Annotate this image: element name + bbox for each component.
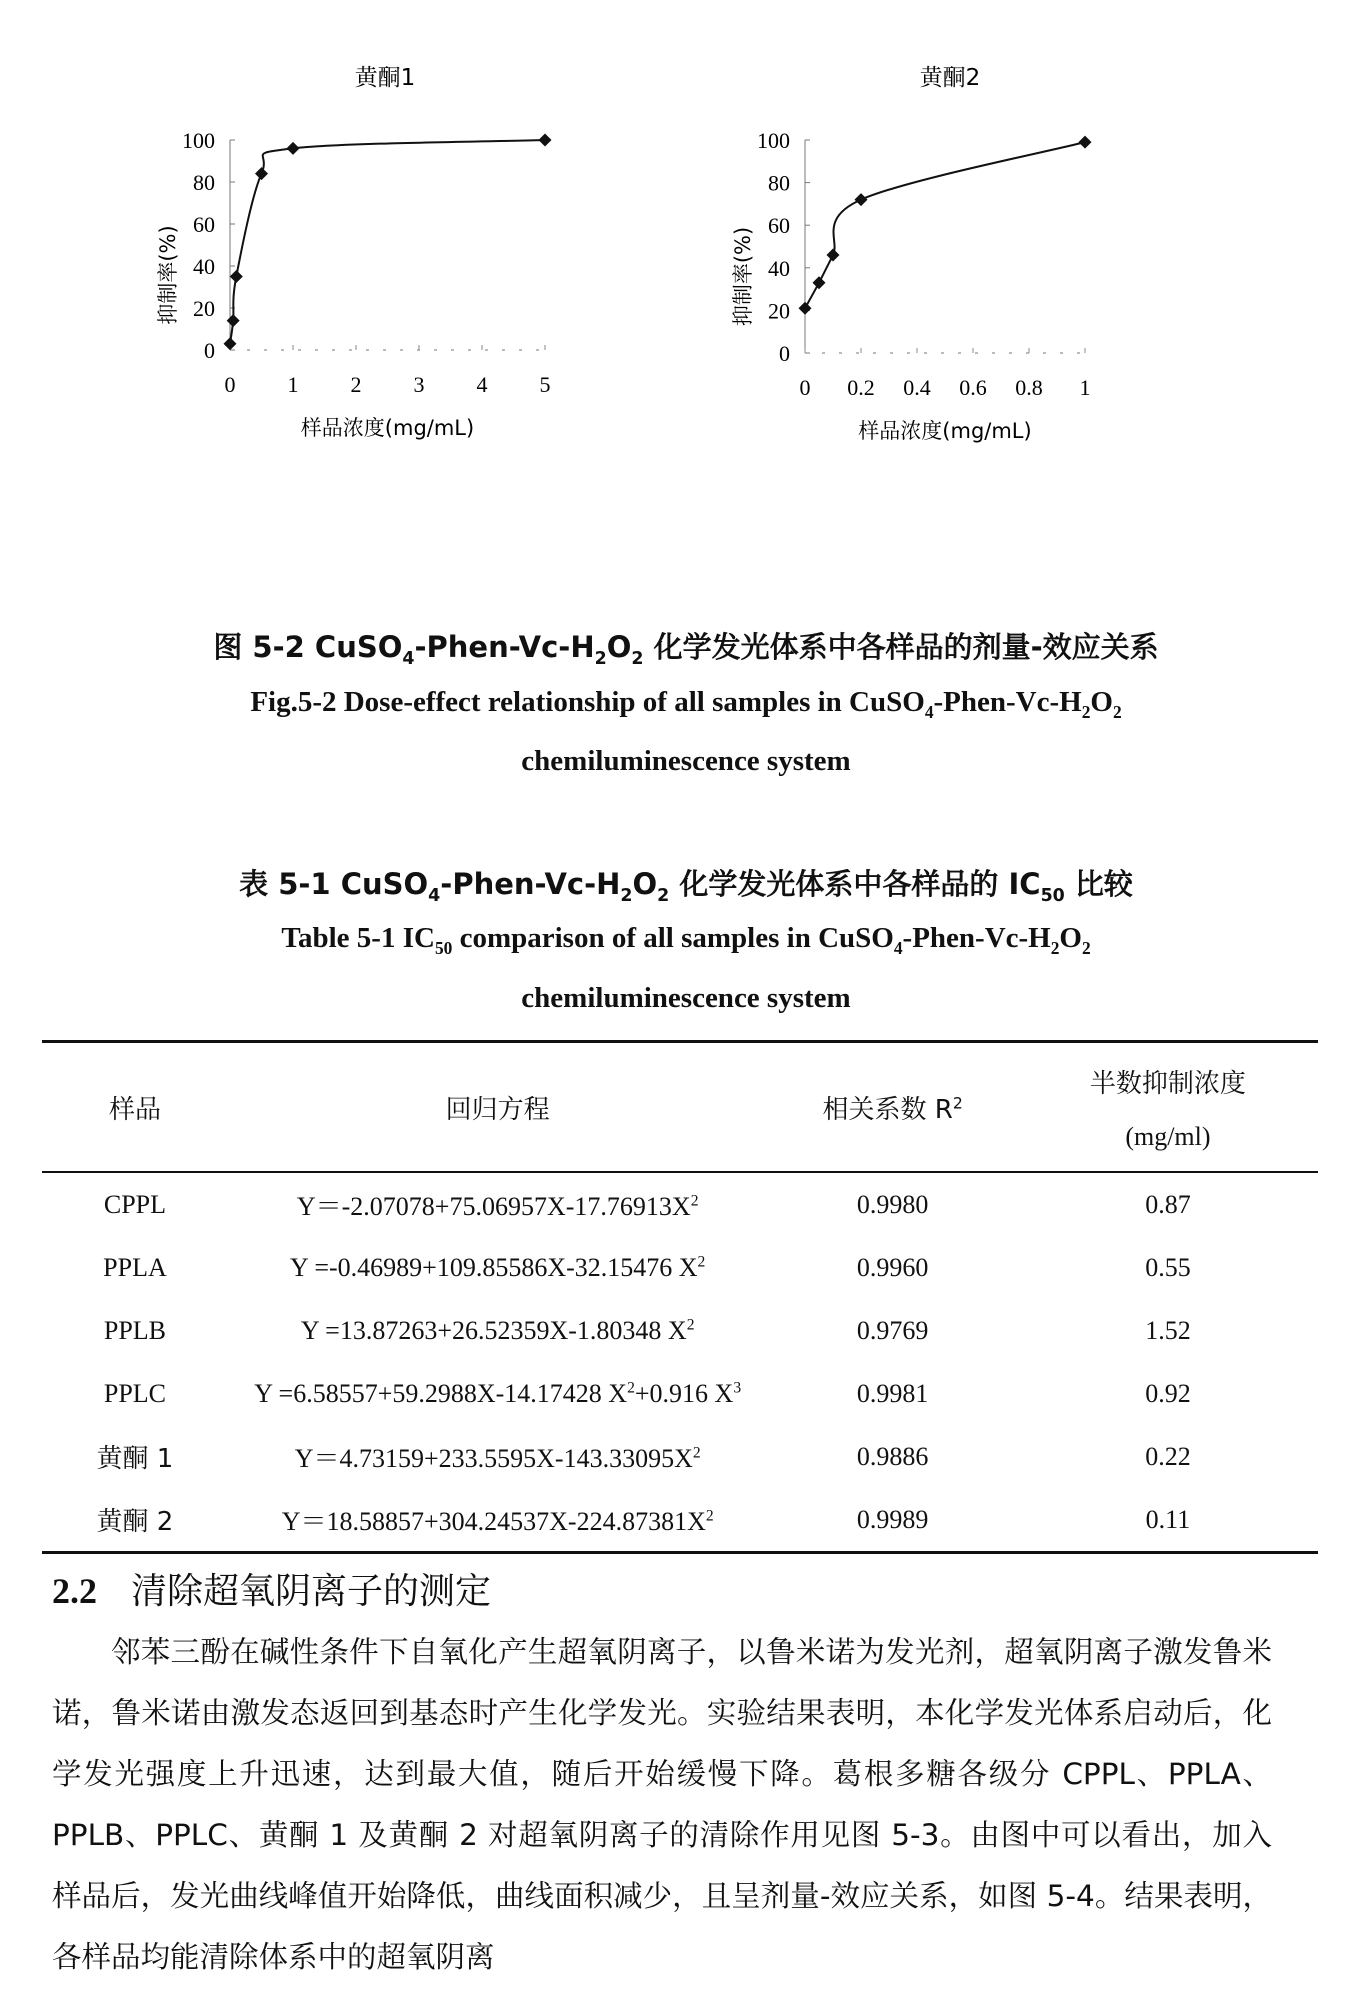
header-r2: 相关系数 $R^2$: [767, 1042, 1017, 1173]
data-point: [224, 337, 237, 350]
x-tick-label: 5: [539, 372, 551, 397]
x-tick-label: 0.6: [959, 375, 987, 400]
cell-r2: 0.9989: [767, 1488, 1017, 1553]
cell-sample: 黄酮 1: [96, 1444, 174, 1474]
data-point: [813, 276, 826, 289]
chart-title: 黄酮1: [354, 65, 416, 91]
chart-title: 黄酮2: [919, 65, 981, 91]
x-tick-label: 0.4: [903, 375, 931, 400]
section-number: 2.2: [52, 1571, 97, 1611]
chart-flavone-2-svg: [690, 65, 1250, 570]
header-ic50-line1: 半数抑制浓度: [1089, 1068, 1246, 1099]
cell-r2: 0.9981: [856, 1378, 929, 1408]
data-point: [855, 193, 868, 206]
table-row: [42, 1425, 1318, 1488]
y-tick-label: 0: [779, 341, 790, 366]
x-tick-label: 4: [476, 372, 488, 397]
data-point: [539, 134, 552, 147]
y-tick-label: 80: [193, 170, 215, 195]
series-line: [230, 140, 545, 344]
table-row: [42, 1488, 1318, 1553]
cell-ic50: 0.92: [1145, 1378, 1191, 1408]
x-tick-label: 3: [413, 372, 425, 397]
cell-ic50: 0.11: [1018, 1488, 1318, 1553]
header-ic50-line2: (mg/ml): [1125, 1121, 1211, 1151]
data-point: [827, 249, 840, 262]
cell-sample: PPLB: [103, 1315, 167, 1345]
table-caption-en-line2: chemiluminescence system: [521, 982, 851, 1014]
table-row: [42, 1236, 1318, 1299]
cell-equation: Y =6.58557+59.2988X-14.17428 $X^2+0.916$ $X^3$: [254, 1378, 742, 1408]
table-caption-cn: 表 5-1 $CuSO_4-Phen-Vc-H_2O_2$ 化学发光体系中各样品的 $IC_{50}$ 比较: [239, 867, 1133, 906]
cell-equation: Y =-0.46989+109.85586X-32.15476 $X^2$: [290, 1252, 706, 1282]
x-axis-label: 样品浓度(mg/mL): [300, 416, 475, 440]
series-line: [805, 142, 1085, 308]
table-header-row: [42, 1042, 1318, 1173]
section-title: 清除超氧阴离子的测定: [131, 1571, 492, 1612]
cell-ic50: 1.52: [1145, 1315, 1191, 1345]
cell-ic50: 0.22: [1145, 1441, 1191, 1471]
y-axis-label: 抑制率(%): [156, 225, 180, 325]
y-tick-label: 40: [193, 254, 215, 279]
chart-flavone-2: [690, 65, 1250, 570]
data-point: [799, 302, 812, 315]
data-point: [227, 314, 240, 327]
cell-sample: 黄酮 2: [42, 1488, 228, 1553]
body-paragraph: 邻苯三酚在碱性条件下自氧化产生超氧阴离子，以鲁米诺为发光剂，超氧阴离子激发鲁米诺，鲁米诺由激发态返回到基态时产生化学发光。实验结果表明，本化学发光体系启动后，化学发光强度上升迅速，达到最大值，随后开始缓慢下降。葛根多糖各级分 CPPL、PPLA、PPLB、PPLC、黄酮 1 及黄酮 2 对超氧阴离子的清除作用见图 5-3。由图中可以看出，加入样品后，发光曲线峰值开始降低，曲线面积减少，且呈剂量-效应关系，如图 5-4。结果表明，各样品均能清除体系中的超氧阴离: [52, 1635, 1272, 1974]
x-tick-label: 0: [799, 375, 811, 400]
x-axis-label: 样品浓度(mg/mL): [858, 419, 1032, 443]
y-tick-label: 20: [193, 296, 215, 321]
y-tick-label: 60: [768, 213, 790, 239]
ic50-table: [42, 1040, 1318, 1554]
cell-r2: 0.9886: [856, 1441, 929, 1471]
y-tick-label: 100: [757, 128, 790, 153]
table-row: [42, 1362, 1318, 1425]
header-equation: 回归方程: [228, 1042, 768, 1173]
cell-r2: 0.9980: [856, 1189, 929, 1219]
data-point: [287, 142, 300, 155]
cell-ic50: 0.87: [1145, 1189, 1191, 1219]
y-axis-label: 抑制率(%): [731, 226, 755, 327]
table-row: [42, 1299, 1318, 1362]
cell-sample: PPLC: [103, 1378, 167, 1408]
cell-ic50: 0.55: [1145, 1252, 1191, 1282]
figure-caption-en: Fig.5-2 Dose-effect relationship of all samples in $CuSO_4-Phen-Vc-H_2O_2$: [250, 686, 1122, 722]
data-point: [1079, 136, 1092, 149]
cell-sample: PPLA: [103, 1252, 167, 1282]
x-tick-label: 2: [350, 372, 362, 397]
section-heading: [52, 1563, 491, 1614]
x-tick-label: 0.2: [847, 375, 875, 400]
cell-r2: 0.9769: [856, 1315, 929, 1345]
cell-equation: $Y=4.73159+233.5595X-143.33095X^2$: [294, 1444, 701, 1473]
header-ic50: [1018, 1042, 1318, 1173]
y-tick-label: 80: [768, 170, 790, 196]
y-tick-label: 20: [768, 298, 790, 324]
chart-flavone-1: [110, 65, 670, 570]
cell-equation: $Y=18.58857+304.24537X-224.87381X^2$: [228, 1488, 768, 1553]
header-sample: 样品: [42, 1042, 228, 1173]
x-tick-label: 1: [1079, 375, 1091, 400]
chart-flavone-1-svg: [110, 65, 670, 570]
y-tick-label: 0: [204, 338, 215, 363]
cell-sample: CPPL: [103, 1189, 167, 1219]
x-tick-label: 0: [224, 372, 236, 397]
y-tick-label: 60: [193, 212, 215, 237]
table-row: [42, 1172, 1318, 1236]
cell-equation: $Y=-2.07078+75.06957X-17.76913X^2$: [296, 1192, 699, 1221]
cell-equation: Y =13.87263+26.52359X-1.80348 $X^2$: [300, 1315, 695, 1345]
data-point: [255, 167, 268, 180]
table-caption-en: Table 5-1 $IC_{50}$ comparison of all samples in $CuSO_4-Phen-Vc-H_2O_2$: [281, 922, 1091, 958]
figure-caption-cn: 图 5-2 $CuSO_4-Phen-Vc-H_2O_2$ 化学发光体系中各样品的剂量-效应关系: [213, 630, 1159, 669]
x-tick-label: 0.8: [1015, 375, 1043, 400]
y-tick-label: 100: [182, 128, 215, 153]
x-tick-label: 1: [287, 372, 299, 397]
data-point: [230, 270, 243, 283]
cell-r2: 0.9960: [856, 1252, 929, 1282]
figure-caption-en-line2: chemiluminescence system: [521, 745, 851, 777]
y-tick-label: 40: [768, 255, 790, 281]
